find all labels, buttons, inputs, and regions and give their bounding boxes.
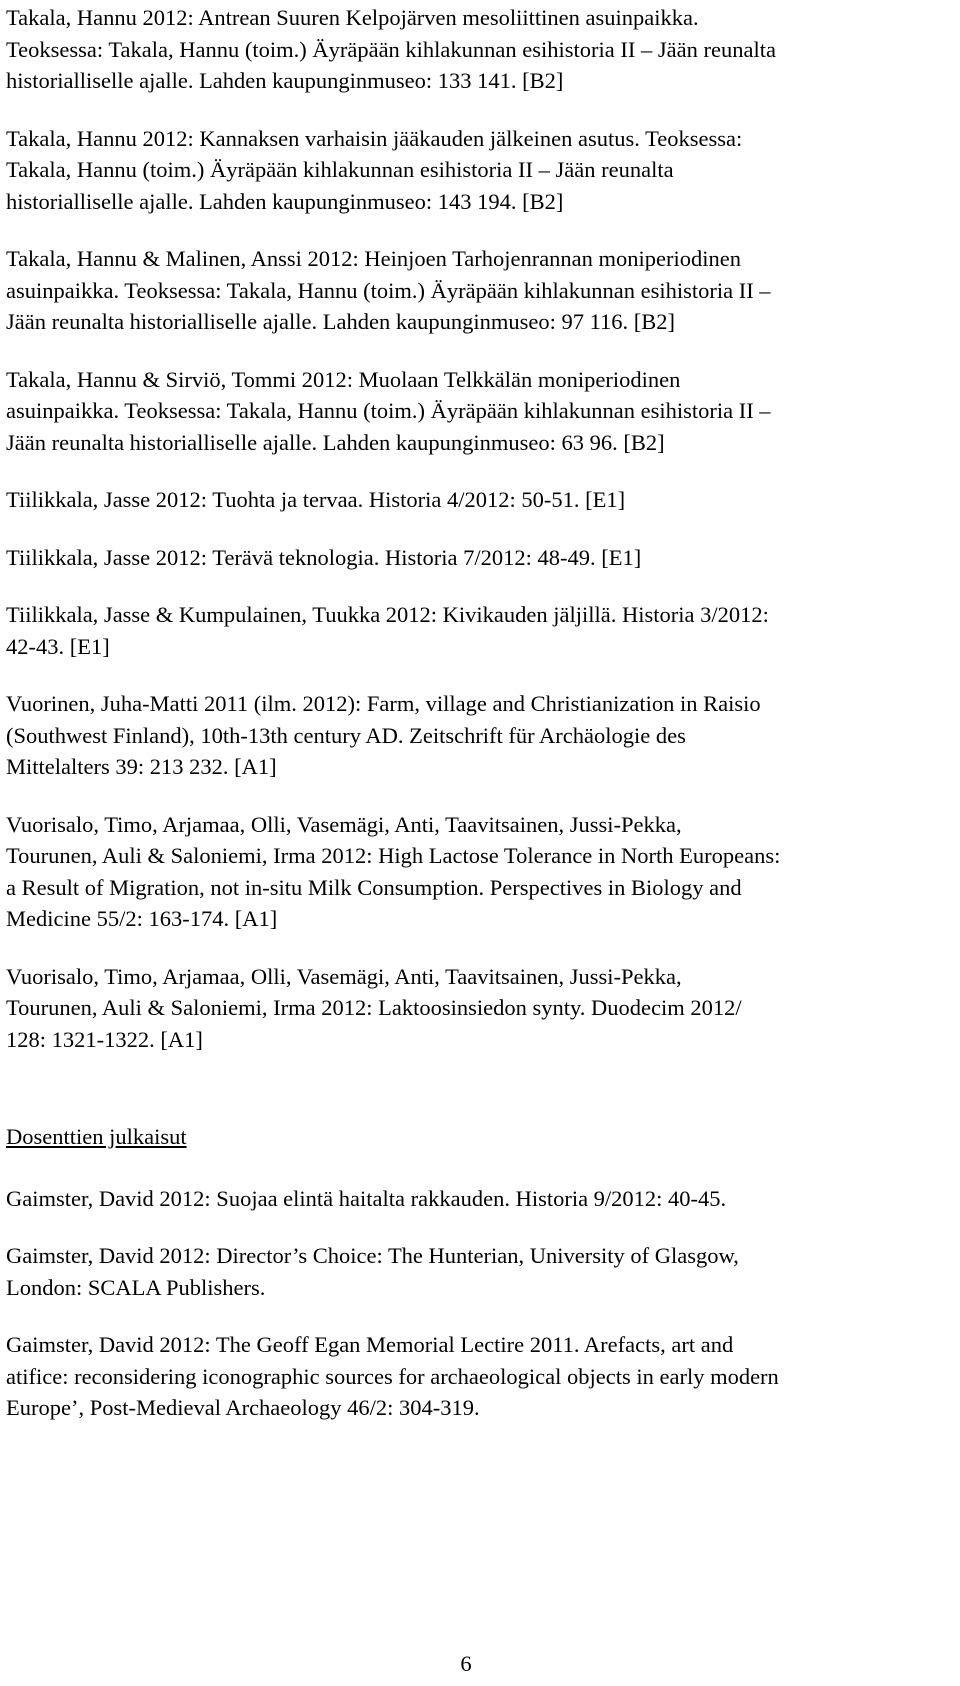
reference-line: Mittelalters 39: 213 232. [A1] [6,754,277,779]
reference-entry [6,364,956,459]
section-heading: Dosenttien julkaisut [6,1124,187,1149]
reference-entry [6,484,956,516]
reference-line: Vuorinen, Juha-Matti 2011 (ilm. 2012): Farm, village and Christianization in Raisio [6,691,761,716]
reference-line: Takala, Hannu 2012: Antrean Suuren Kelpojärven mesoliittinen asuinpaikka. [6,5,699,30]
reference-line: (Southwest Finland), 10th-13th century AD. Zeitschrift für Archäologie des [6,722,686,748]
reference-entry [6,2,956,97]
reference-line: historialliselle ajalle. Lahden kaupunginmuseo: 143 194. [B2] [6,188,564,214]
reference-line: asuinpaikka. Teoksessa: Takala, Hannu (toim.) Äyräpään kihlakunnan esihistoria II – [6,277,771,303]
reference-entry [6,1183,956,1215]
reference-entry [6,1240,956,1303]
reference-list [6,1183,956,1424]
reference-line: Jään reunalta historialliselle ajalle. Lahden kaupunginmuseo: 97 116. [B2] [6,309,675,334]
reference-entry [6,599,956,662]
reference-line: Takala, Hannu 2012: Kannaksen varhaisin jääkauden jälkeinen asutus. Teoksessa: [6,125,743,151]
reference-line: 42-43. [E1] [6,633,110,659]
reference-line: asuinpaikka. Teoksessa: Takala, Hannu (toim.) Äyräpään kihlakunnan esihistoria II – [6,398,771,423]
reference-line: Tourunen, Auli & Saloniemi, Irma 2012: High Lactose Tolerance in North Europeans: [6,843,781,868]
reference-line: Medicine 55/2: 163-174. [A1] [6,906,278,931]
reference-line: Tiilikkala, Jasse 2012: Tuohta ja tervaa. Historia 4/2012: 50-51. [E1] [6,487,626,512]
reference-entry [6,961,956,1056]
reference-line: Teoksessa: Takala, Hannu (toim.) Äyräpään kihlakunnan esihistoria II – Jään reunalta [6,36,776,62]
reference-list [6,2,956,1055]
reference-line: Takala, Hannu & Malinen, Anssi 2012: Heinjoen Tarhojenrannan moniperiodinen [6,246,742,271]
reference-line: Takala, Hannu (toim.) Äyräpään kihlakunnan esihistoria II – Jään reunalta [6,157,674,182]
reference-entry [6,123,956,218]
reference-entry [6,542,956,574]
reference-line: Vuorisalo, Timo, Arjamaa, Olli, Vasemägi, Anti, Taavitsainen, Jussi-Pekka, [6,811,682,837]
reference-line: Gaimster, David 2012: The Geoff Egan Memorial Lectire 2011. Arefacts, art and [6,1332,734,1357]
reference-line: London: SCALA Publishers. [6,1274,266,1300]
reference-line: historialliselle ajalle. Lahden kaupunginmuseo: 133 141. [B2] [6,68,564,93]
reference-line: Takala, Hannu & Sirviö, Tommi 2012: Muolaan Telkkälän moniperiodinen [6,366,681,392]
reference-line: Gaimster, David 2012: Director’s Choice: The Hunterian, University of Glasgow, [6,1243,739,1268]
reference-line: Europe’, Post-Medieval Archaeology 46/2: 304-319. [6,1395,480,1420]
document-page [6,2,956,1450]
reference-entry [6,809,956,935]
reference-line: Gaimster, David 2012: Suojaa elintä haitalta rakkauden. Historia 9/2012: 40-45. [6,1185,727,1211]
reference-line: Vuorisalo, Timo, Arjamaa, Olli, Vasemägi, Anti, Taavitsainen, Jussi-Pekka, [6,963,682,989]
reference-line: 128: 1321-1322. [A1] [6,1026,203,1052]
reference-line: a Result of Migration, not in-situ Milk Consumption. Perspectives in Biology and [6,874,742,900]
reference-line: atifice: reconsidering iconographic sources for archaeological objects in early modern [6,1363,779,1389]
reference-entry [6,688,956,783]
reference-line: Tiilikkala, Jasse & Kumpulainen, Tuukka 2012: Kivikauden jäljillä. Historia 3/2012: [6,602,769,627]
reference-entry [6,1329,956,1424]
page-number: 6 [460,1651,472,1676]
reference-entry [6,243,956,338]
reference-line: Tiilikkala, Jasse 2012: Terävä teknologia. Historia 7/2012: 48-49. [E1] [6,544,642,570]
reference-line: Tourunen, Auli & Saloniemi, Irma 2012: Laktoosinsiedon synty. Duodecim 2012/ [6,995,742,1020]
reference-line: Jään reunalta historialliselle ajalle. Lahden kaupunginmuseo: 63 96. [B2] [6,429,665,455]
